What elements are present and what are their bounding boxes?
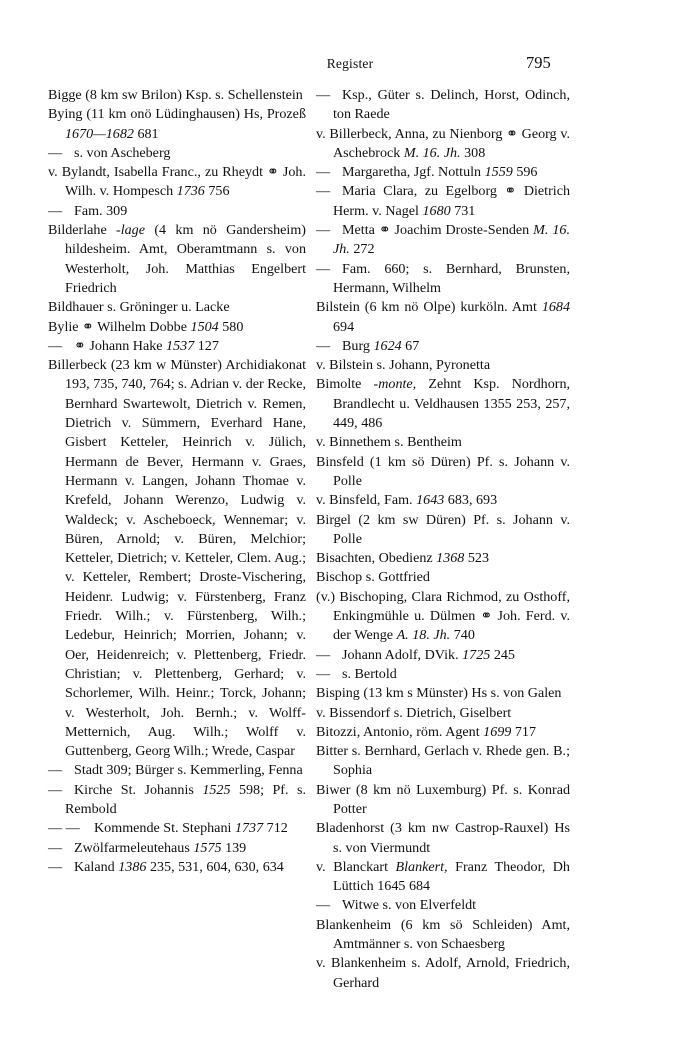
- entry-text: Bilderlahe: [48, 222, 117, 239]
- index-entry: [316, 298, 570, 337]
- entry-italic: 1737: [234, 820, 264, 837]
- index-entry: [316, 221, 570, 260]
- index-entry: [316, 916, 570, 955]
- index-entry: [48, 318, 306, 337]
- entry-text: v. Blankenheim s. Adolf, Arnold, Friedrich, Gerhard: [316, 955, 570, 991]
- index-entry: [48, 163, 306, 202]
- index-entry: [316, 433, 570, 452]
- entry-rest: Zehnt Ksp. Nordhorn, Brandlecht u. Veldhausen 1355 253, 257, 449, 486: [333, 376, 571, 432]
- entry-rest: 127: [194, 337, 219, 354]
- entry-italic: 1736: [176, 183, 205, 200]
- entry-text: Maria Clara, zu Egelborg ⚭ Dietrich Herm. v. Nagel: [333, 183, 570, 219]
- entry-italic: A. 18. Jh.: [396, 627, 451, 644]
- entry-text: Bylie ⚭ Wilhelm Dobbe: [48, 318, 191, 335]
- index-entry: [316, 742, 570, 781]
- entry-text: (v.) Bischoping, Clara Richmod, zu Osthoff, Enkingmühle u. Dülmen ⚭ Joh. Ferd. v. der Wenge: [316, 588, 570, 644]
- entry-dash: —: [316, 260, 331, 277]
- index-entry: [316, 86, 570, 125]
- entry-text: Johann Adolf, DVik.: [342, 646, 463, 663]
- index-entry: [316, 375, 570, 433]
- entry-text: Bitter s. Bernhard, Gerlach v. Rhede gen. B.; Sophia: [316, 743, 570, 779]
- entry-rest: 245: [490, 646, 515, 663]
- running-header-title: Register: [326, 56, 374, 71]
- index-entry: [48, 202, 306, 221]
- entry-rest: 712: [263, 820, 288, 837]
- index-entry: [48, 858, 306, 877]
- entry-rest: 694: [333, 318, 355, 335]
- entry-text: v. Bissendorf s. Dietrich, Giselbert: [316, 704, 512, 721]
- entry-dash: —: [316, 665, 331, 682]
- index-entry: [316, 896, 570, 915]
- index-entry: [316, 954, 570, 993]
- index-entry: [48, 144, 306, 163]
- entry-dash: —: [316, 337, 331, 354]
- index-entry: [316, 549, 570, 568]
- entry-rest: (4 km nö Gandersheim) hildesheim. Amt, Oberamtmann s. von Westerholt, Joh. Matthias Engelbert Friedrich: [65, 222, 306, 296]
- entry-text: v. Bylandt, Isabella Franc., zu Rheydt ⚭ Joh. Wilh. v. Hompesch: [48, 164, 306, 200]
- entry-text: Binsfeld (1 km sö Düren) Pf. s. Johann v. Polle: [316, 453, 570, 489]
- left-index-column: [48, 86, 306, 877]
- entry-text: v. Binsfeld, Fam.: [316, 492, 417, 509]
- entry-rest: 272: [349, 241, 375, 258]
- index-entry: [316, 858, 570, 897]
- index-entry: [48, 819, 306, 838]
- entry-rest: 523: [464, 550, 490, 567]
- entry-text: Birgel (2 km sw Düren) Pf. s. Johann v. Polle: [316, 511, 570, 547]
- entry-text: Bying (11 km onö Lüdinghausen) Hs, Prozeß: [48, 106, 306, 123]
- entry-dash: —: [48, 781, 63, 798]
- entry-text: Ksp., Güter s. Delinch, Horst, Odinch, ton Raede: [333, 87, 570, 123]
- index-entry: [316, 781, 570, 820]
- index-entry: [316, 704, 570, 723]
- index-entry: [316, 568, 570, 587]
- entry-text: Fam. 660; s. Bernhard, Brunsten, Hermann, Wilhelm: [333, 260, 570, 296]
- entry-italic: 1537: [166, 337, 195, 354]
- entry-dash: —: [316, 897, 331, 914]
- entry-text: Bischop s. Gottfried: [316, 569, 430, 586]
- entry-rest: 598; Pf. s. Rembold: [65, 781, 306, 817]
- entry-italic: 1680: [422, 202, 451, 219]
- entry-rest: 308: [460, 144, 486, 161]
- entry-text: ⚭ Johann Hake: [74, 337, 167, 354]
- entry-text: Metta ⚭ Joachim Droste-Senden: [342, 222, 534, 239]
- entry-dash: —: [48, 858, 63, 875]
- entry-italic: 1575: [193, 839, 222, 856]
- index-entry: [48, 86, 306, 105]
- entry-dash: —: [48, 762, 63, 779]
- entry-italic: 1368: [436, 550, 465, 567]
- page-number: 795: [526, 53, 551, 72]
- entry-text: Bilstein (6 km nö Olpe) kurköln. Amt: [316, 299, 542, 316]
- entry-rest: 235, 531, 604, 630, 634: [146, 858, 284, 875]
- index-entry: [316, 453, 570, 492]
- index-entry: [48, 337, 306, 356]
- entry-rest: 596: [512, 164, 538, 181]
- entry-italic: 1624: [373, 337, 402, 354]
- entry-text: Bigge (8 km sw Brilon) Ksp. s. Schellenstein: [48, 87, 303, 103]
- entry-text: v. Bilstein s. Johann, Pyronetta: [316, 357, 491, 374]
- entry-text: Stadt 309; Bürger s. Kemmerling, Fenna: [74, 762, 303, 779]
- entry-text: Kaland: [74, 858, 119, 875]
- entry-italic: 1699: [483, 723, 512, 740]
- index-entry: [316, 665, 570, 684]
- entry-rest: 681: [133, 125, 159, 142]
- entry-rest: 139: [221, 839, 247, 856]
- index-entry: [316, 819, 570, 858]
- index-entry: [316, 723, 570, 742]
- index-entry: [48, 105, 306, 144]
- index-entry: [48, 761, 306, 780]
- entry-dash: —: [48, 337, 63, 354]
- entry-rest: 740: [450, 627, 475, 644]
- entry-dash: —: [316, 164, 331, 181]
- index-entry: [316, 260, 570, 299]
- entry-text: v. Binnethem s. Bentheim: [316, 434, 462, 451]
- entry-text: Witwe s. von Elverfeldt: [342, 897, 477, 914]
- entry-text: Margaretha, Jgf. Nottuln: [342, 164, 485, 181]
- entry-dash: —: [316, 183, 331, 200]
- index-entry: [316, 337, 570, 356]
- entry-text: Bisping (13 km s Münster) Hs s. von Galen: [316, 685, 562, 702]
- index-entry: [48, 781, 306, 820]
- entry-text: v. Billerbeck, Anna, zu Nienborg ⚭ Georg v. Aschebrock: [316, 125, 570, 161]
- entry-text: Kirche St. Johannis: [74, 781, 203, 798]
- index-entry: [316, 182, 570, 221]
- index-entry: [48, 221, 306, 298]
- entry-text: Biwer (8 km nö Luxemburg) Pf. s. Konrad Potter: [316, 781, 570, 817]
- entry-rest: 717: [511, 723, 537, 740]
- entry-text: Bimolte: [316, 376, 374, 393]
- index-entry: [48, 356, 306, 761]
- entry-text: Bisachten, Obedienz: [316, 550, 437, 567]
- entry-text: v. Blanckart: [316, 858, 396, 875]
- entry-italic: -lage: [116, 222, 145, 239]
- entry-text: Bladenhorst (3 km nw Castrop-Rauxel) Hs s. von Viermundt: [316, 820, 570, 856]
- entry-text: Blankenheim (6 km sö Schleiden) Amt, Amtmänner s. von Schaesberg: [316, 916, 570, 953]
- entry-italic: 1559: [484, 164, 513, 181]
- index-entry: [316, 356, 570, 375]
- entry-italic: 1386: [118, 858, 147, 875]
- index-entry: [316, 684, 570, 703]
- entry-text: Zwölfarmeleutehaus: [74, 839, 194, 856]
- index-entry: [316, 511, 570, 550]
- entry-dash: —: [48, 202, 63, 219]
- entry-dash: —: [316, 222, 331, 239]
- entry-italic: 1643: [416, 492, 445, 509]
- entry-rest: Franz Theodor, Dh Lüttich 1645 684: [333, 858, 570, 895]
- entry-text: s. von Ascheberg: [74, 144, 171, 161]
- index-entry: [48, 839, 306, 858]
- entry-dash: — —: [48, 820, 80, 837]
- right-index-column: [316, 86, 570, 993]
- entry-text: s. Bertold: [342, 665, 397, 682]
- entry-text: Billerbeck (23 km w Münster) Archidiakonat 193, 735, 740, 764; s. Adrian v. der Recke, Bernhard Swartewolt, Dietrich v. Remen, Dietrich v. Sümmern, Everhard Hane, Gisbert Ketteler, Heinrich v. Jülich, Hermann de Bever, Hermann v. Graes, Hermann v. Langen, Johann Thomae v. Krefeld, Johann Werenzo, Ludwig v. Waldeck; v. Ascheboeck, Wennemar; v. Büren, Arnold; v. Büren, Melchior; Ketteler, Dietrich; v. Ketteler, Clem. Aug.; v. Ketteler, Rembert; Droste-Vischering, Heidenr. Ludwig; v. Fürstenberg, Franz Friedr. Wilh.; v. Fürstenberg, Wilh.; Ledebur, Heinrich; Morrien, Johann; v. Oer, Heidenreich; v. Plettenberg, Friedr. Christian; v. Plettenberg, Gerhard; v. Schorlemer, Wilh. Heinr.; Torck, Johann; v. Westerholt, Joh. Bernh.; v. Wolff-Metternich, Aug. Wilh.; Wolff v. Guttenberg, Georg Wilh.; Wrede, Caspar: [48, 357, 306, 760]
- entry-italic: Blankert,: [395, 858, 448, 875]
- entry-dash: —: [48, 144, 63, 161]
- entry-rest: 756: [204, 183, 230, 200]
- index-entry: [316, 646, 570, 665]
- entry-italic: 1684: [541, 299, 570, 316]
- entry-dash: —: [48, 839, 63, 856]
- entry-dash: —: [316, 646, 331, 663]
- entry-italic: 1670—1682: [65, 125, 134, 142]
- entry-italic: 1725: [462, 646, 491, 663]
- entry-text: Bitozzi, Antonio, röm. Agent: [316, 723, 484, 740]
- entry-text: Burg: [342, 337, 374, 354]
- entry-italic: 1504: [190, 318, 219, 335]
- entry-text: Fam. 309: [74, 202, 128, 219]
- entry-italic: M. 16. Jh.: [333, 222, 570, 258]
- index-entry: [316, 491, 570, 510]
- index-entry: [48, 298, 306, 317]
- entry-text: Bildhauer s. Gröninger u. Lacke: [48, 299, 230, 316]
- entry-rest: 580: [218, 318, 244, 335]
- entry-text: Kommende St. Stephani: [94, 820, 235, 837]
- entry-rest: 731: [450, 202, 476, 219]
- entry-rest: 67: [401, 337, 420, 354]
- index-entry: [316, 163, 570, 182]
- entry-italic: -monte,: [373, 376, 417, 393]
- entry-dash: —: [316, 87, 331, 103]
- index-entry: [316, 588, 570, 646]
- index-entry: [316, 125, 570, 164]
- entry-rest: 683, 693: [444, 492, 498, 509]
- entry-italic: 1525: [202, 781, 231, 798]
- entry-italic: M. 16. Jh.: [403, 144, 461, 161]
